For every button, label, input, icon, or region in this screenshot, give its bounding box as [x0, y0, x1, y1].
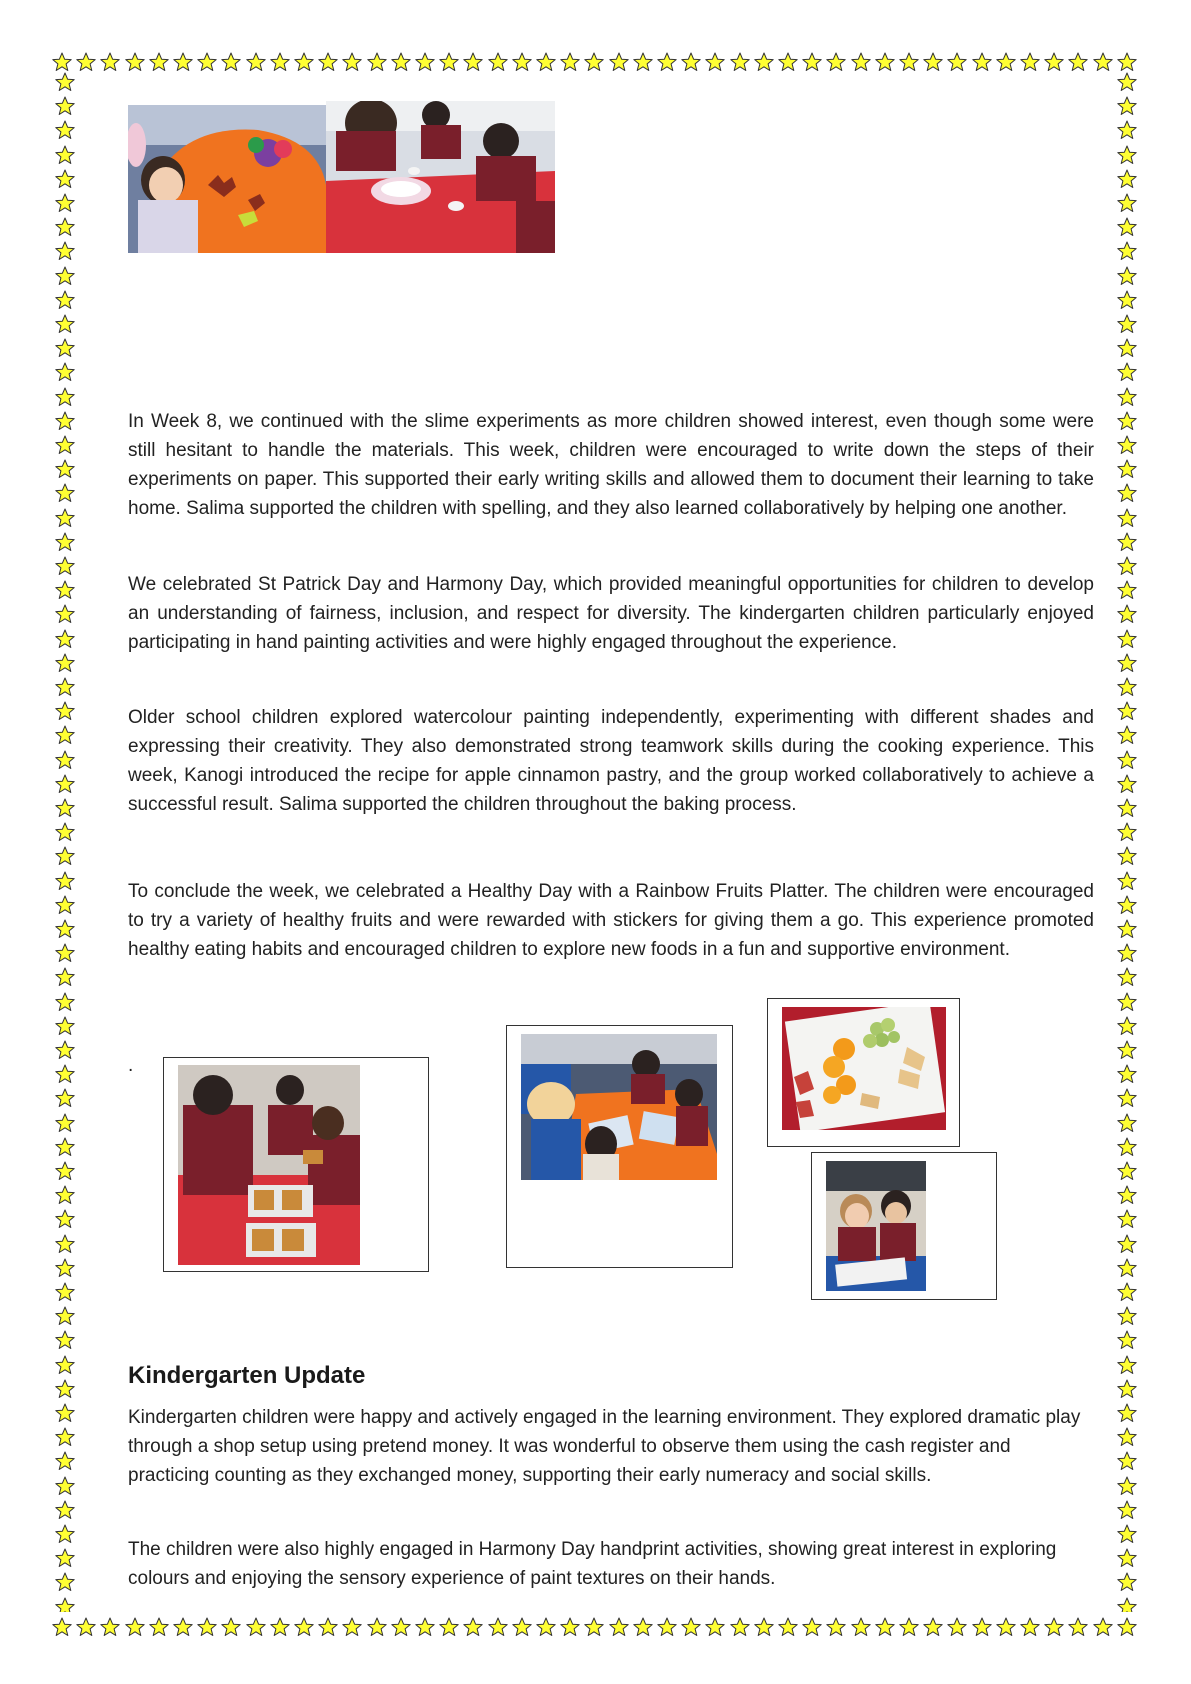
star-icon — [1117, 145, 1137, 165]
star-icon — [1117, 725, 1137, 745]
star-icon — [415, 52, 435, 72]
star-icon — [972, 1617, 992, 1637]
star-icon — [391, 1617, 411, 1637]
star-icon — [1117, 1088, 1137, 1108]
star-icon — [55, 459, 75, 479]
star-icon — [1117, 52, 1137, 72]
star-icon — [100, 52, 120, 72]
star-icon — [1117, 774, 1137, 794]
star-icon — [55, 1185, 75, 1205]
star-icon — [270, 52, 290, 72]
star-icon — [1117, 1137, 1137, 1157]
star-border-left — [52, 72, 78, 1612]
photo-hand-painting — [128, 105, 326, 253]
star-icon — [1117, 895, 1137, 915]
star-icon — [633, 52, 653, 72]
star-icon — [55, 1403, 75, 1423]
star-icon — [55, 1379, 75, 1399]
star-icon — [1068, 1617, 1088, 1637]
star-icon — [1068, 52, 1088, 72]
star-icon — [55, 774, 75, 794]
star-icon — [55, 96, 75, 116]
star-icon — [609, 52, 629, 72]
star-icon — [560, 1617, 580, 1637]
star-icon — [1117, 1427, 1137, 1447]
star-icon — [55, 217, 75, 237]
star-icon — [1117, 266, 1137, 286]
star-icon — [1117, 701, 1137, 721]
star-icon — [55, 846, 75, 866]
star-icon — [1117, 1161, 1137, 1181]
star-icon — [173, 1617, 193, 1637]
star-icon — [55, 241, 75, 261]
star-icon — [55, 725, 75, 745]
star-icon — [55, 604, 75, 624]
star-border-bottom — [52, 1614, 1140, 1640]
star-icon — [55, 677, 75, 697]
star-icon — [754, 52, 774, 72]
star-icon — [76, 1617, 96, 1637]
star-icon — [681, 52, 701, 72]
star-icon — [55, 1040, 75, 1060]
star-icon — [536, 52, 556, 72]
star-icon — [754, 1617, 774, 1637]
star-icon — [1117, 1617, 1137, 1637]
star-icon — [55, 1524, 75, 1544]
star-icon — [657, 52, 677, 72]
star-icon — [923, 52, 943, 72]
star-icon — [197, 1617, 217, 1637]
star-icon — [1117, 435, 1137, 455]
star-icon — [55, 387, 75, 407]
star-icon — [55, 1234, 75, 1254]
star-icon — [1117, 314, 1137, 334]
star-icon — [294, 1617, 314, 1637]
star-icon — [1117, 1330, 1137, 1350]
star-icon — [55, 1548, 75, 1568]
star-icon — [342, 1617, 362, 1637]
star-icon — [1117, 1185, 1137, 1205]
star-icon — [463, 1617, 483, 1637]
star-icon — [1117, 750, 1137, 770]
star-icon — [1117, 387, 1137, 407]
star-icon — [1117, 483, 1137, 503]
photo-pastry-cooking — [178, 1065, 360, 1265]
star-icon — [1117, 919, 1137, 939]
star-icon — [512, 1617, 532, 1637]
star-icon — [55, 193, 75, 213]
star-icon — [488, 52, 508, 72]
paragraph-kindergarten-handprint: The children were also highly engaged in Harmony Day handprint activities, showing great interest in exploring colours and enjoying the sensory experience of paint textures on their hands. — [128, 1539, 1057, 1589]
star-icon — [55, 145, 75, 165]
star-icon — [367, 52, 387, 72]
star-icon — [55, 532, 75, 552]
star-icon — [463, 52, 483, 72]
star-icon — [125, 52, 145, 72]
star-icon — [55, 822, 75, 842]
star-icon — [1117, 871, 1137, 891]
paragraph-healthy-day: To conclude the week, we celebrated a Healthy Day with a Rainbow Fruits Platter. The children were encouraged to try a variety of healthy fruits and were rewarded with stickers for giving them a go. This experience promoted healthy eating habits and encouraged children to explore new foods in a fun and supportive environment. — [128, 881, 1094, 960]
star-icon — [536, 1617, 556, 1637]
star-icon — [55, 1113, 75, 1133]
star-icon — [875, 1617, 895, 1637]
star-icon — [55, 895, 75, 915]
star-icon — [1117, 241, 1137, 261]
star-icon — [1117, 1282, 1137, 1302]
star-icon — [55, 1209, 75, 1229]
star-icon — [197, 52, 217, 72]
star-icon — [55, 1258, 75, 1278]
star-icon — [923, 1617, 943, 1637]
star-icon — [318, 52, 338, 72]
star-icon — [55, 120, 75, 140]
kindergarten-heading: Kindergarten Update — [128, 1362, 366, 1389]
star-icon — [439, 1617, 459, 1637]
star-icon — [55, 798, 75, 818]
photo-frame-writing — [811, 1152, 997, 1300]
star-icon — [560, 52, 580, 72]
star-icon — [55, 653, 75, 673]
star-icon — [318, 1617, 338, 1637]
star-icon — [55, 1016, 75, 1036]
star-icon — [55, 1500, 75, 1520]
photo-frame-pastry — [163, 1057, 429, 1272]
star-icon — [826, 52, 846, 72]
star-icon — [55, 1476, 75, 1496]
star-icon — [1117, 1524, 1137, 1544]
star-icon — [55, 1451, 75, 1471]
star-icon — [391, 52, 411, 72]
star-icon — [55, 290, 75, 310]
star-icon — [1044, 52, 1064, 72]
star-icon — [55, 919, 75, 939]
star-icon — [55, 580, 75, 600]
star-icon — [1117, 653, 1137, 673]
star-icon — [657, 1617, 677, 1637]
star-icon — [55, 266, 75, 286]
star-icon — [488, 1617, 508, 1637]
star-icon — [802, 1617, 822, 1637]
star-icon — [55, 556, 75, 576]
star-icon — [221, 52, 241, 72]
star-icon — [633, 1617, 653, 1637]
star-icon — [1117, 1306, 1137, 1326]
star-icon — [55, 314, 75, 334]
star-icon — [1117, 943, 1137, 963]
star-icon — [342, 52, 362, 72]
star-icon — [415, 1617, 435, 1637]
star-border-top — [52, 49, 1140, 75]
photo-watercolour-painting — [521, 1034, 717, 1180]
photo-children-writing — [826, 1161, 926, 1291]
star-icon — [1117, 556, 1137, 576]
star-icon — [55, 871, 75, 891]
star-icon — [1117, 1209, 1137, 1229]
star-icon — [778, 1617, 798, 1637]
star-icon — [1117, 604, 1137, 624]
star-icon — [76, 52, 96, 72]
star-icon — [1117, 822, 1137, 842]
star-icon — [875, 52, 895, 72]
star-icon — [1117, 72, 1137, 92]
star-icon — [55, 1427, 75, 1447]
star-icon — [55, 72, 75, 92]
star-icon — [1117, 1113, 1137, 1133]
star-icon — [55, 169, 75, 189]
star-icon — [1020, 1617, 1040, 1637]
star-icon — [55, 967, 75, 987]
star-icon — [1117, 992, 1137, 1012]
photo-rainbow-fruit-platter — [782, 1007, 946, 1130]
star-icon — [1093, 52, 1113, 72]
paragraph-watercolour-cooking: Older school children explored watercolour painting independently, experimenting with different shades and expressing their creativity. They also demonstrated strong teamwork skills during the cooking experience. This week, Kanogi introduced the recipe for apple cinnamon pastry, and the group worked collaboratively to achieve a successful result. Salima supported the children throughout the baking process. — [128, 707, 1094, 815]
star-icon — [55, 1597, 75, 1612]
paragraph-slime-week8: In Week 8, we continued with the slime experiments as more children showed interest, even though some were still hesitant to handle the materials. This week, children were encouraged to write down the steps of their experiments on paper. This supported their early writing skills and allowed them to document their learning to take home. Salima supported the children with spelling, and they also learned collaboratively by helping one another. — [128, 411, 1094, 519]
photo-frame-fruit — [767, 998, 960, 1147]
star-icon — [1117, 1379, 1137, 1399]
star-icon — [55, 338, 75, 358]
star-icon — [1117, 169, 1137, 189]
star-icon — [100, 1617, 120, 1637]
star-icon — [1117, 629, 1137, 649]
star-icon — [584, 1617, 604, 1637]
star-icon — [705, 1617, 725, 1637]
star-icon — [1117, 459, 1137, 479]
star-icon — [55, 1355, 75, 1375]
star-icon — [1117, 508, 1137, 528]
star-icon — [1044, 1617, 1064, 1637]
star-icon — [1117, 532, 1137, 552]
star-icon — [1117, 193, 1137, 213]
star-icon — [1117, 338, 1137, 358]
star-icon — [947, 52, 967, 72]
star-icon — [1117, 217, 1137, 237]
star-icon — [55, 1161, 75, 1181]
star-icon — [294, 52, 314, 72]
star-icon — [996, 52, 1016, 72]
star-icon — [1093, 1617, 1113, 1637]
star-icon — [55, 508, 75, 528]
star-icon — [1117, 1451, 1137, 1471]
star-icon — [584, 52, 604, 72]
star-icon — [1117, 1597, 1137, 1612]
star-icon — [439, 52, 459, 72]
star-icon — [1020, 52, 1040, 72]
photo-frame-watercolour — [506, 1025, 733, 1268]
star-icon — [851, 52, 871, 72]
star-icon — [367, 1617, 387, 1637]
star-icon — [802, 52, 822, 72]
star-icon — [1117, 290, 1137, 310]
star-icon — [947, 1617, 967, 1637]
star-icon — [1117, 967, 1137, 987]
star-icon — [55, 1572, 75, 1592]
star-icon — [1117, 1572, 1137, 1592]
star-icon — [1117, 120, 1137, 140]
star-icon — [55, 411, 75, 431]
star-border-right — [1114, 72, 1140, 1612]
star-icon — [55, 1282, 75, 1302]
star-icon — [55, 943, 75, 963]
star-icon — [1117, 798, 1137, 818]
star-icon — [1117, 96, 1137, 116]
star-icon — [173, 52, 193, 72]
star-icon — [681, 1617, 701, 1637]
paragraph-harmony-day: We celebrated St Patrick Day and Harmony Day, which provided meaningful opportunities for children to develop an understanding of fairness, inclusion, and respect for diversity. The kindergarten children particularly enjoyed participating in hand painting activities and were highly engaged throughout the experience. — [128, 574, 1094, 653]
star-icon — [512, 52, 532, 72]
star-icon — [55, 435, 75, 455]
star-icon — [1117, 1016, 1137, 1036]
star-icon — [1117, 411, 1137, 431]
star-icon — [1117, 362, 1137, 382]
star-icon — [899, 1617, 919, 1637]
star-icon — [705, 52, 725, 72]
star-icon — [996, 1617, 1016, 1637]
star-icon — [55, 750, 75, 770]
star-icon — [730, 52, 750, 72]
star-icon — [55, 701, 75, 721]
star-icon — [55, 1306, 75, 1326]
star-icon — [1117, 1064, 1137, 1084]
star-icon — [55, 1330, 75, 1350]
star-icon — [1117, 1476, 1137, 1496]
star-icon — [778, 52, 798, 72]
star-icon — [851, 1617, 871, 1637]
star-icon — [1117, 1500, 1137, 1520]
star-icon — [55, 483, 75, 503]
star-icon — [1117, 580, 1137, 600]
star-icon — [149, 52, 169, 72]
paragraph-kindergarten-shop: Kindergarten children were happy and actively engaged in the learning environment. They explored dramatic play through a shop setup using pretend money. It was wonderful to observe them using the cash register and practicing counting as they exchanged money, supporting their early numeracy and social skills. — [128, 1407, 1081, 1486]
star-icon — [125, 1617, 145, 1637]
star-icon — [55, 992, 75, 1012]
star-icon — [52, 1617, 72, 1637]
star-icon — [826, 1617, 846, 1637]
star-icon — [1117, 677, 1137, 697]
star-icon — [609, 1617, 629, 1637]
star-icon — [899, 52, 919, 72]
star-icon — [246, 52, 266, 72]
star-icon — [55, 1064, 75, 1084]
star-icon — [1117, 1548, 1137, 1568]
star-icon — [1117, 1234, 1137, 1254]
star-icon — [221, 1617, 241, 1637]
star-icon — [246, 1617, 266, 1637]
star-icon — [972, 52, 992, 72]
star-icon — [55, 629, 75, 649]
stray-mark: . — [128, 1055, 134, 1076]
star-icon — [55, 1088, 75, 1108]
star-icon — [149, 1617, 169, 1637]
photo-slime-experiment — [326, 101, 555, 253]
star-icon — [1117, 1403, 1137, 1423]
star-icon — [1117, 846, 1137, 866]
star-icon — [52, 52, 72, 72]
star-icon — [1117, 1258, 1137, 1278]
star-icon — [1117, 1355, 1137, 1375]
star-icon — [270, 1617, 290, 1637]
star-icon — [55, 362, 75, 382]
star-icon — [1117, 1040, 1137, 1060]
star-icon — [55, 1137, 75, 1157]
star-icon — [730, 1617, 750, 1637]
